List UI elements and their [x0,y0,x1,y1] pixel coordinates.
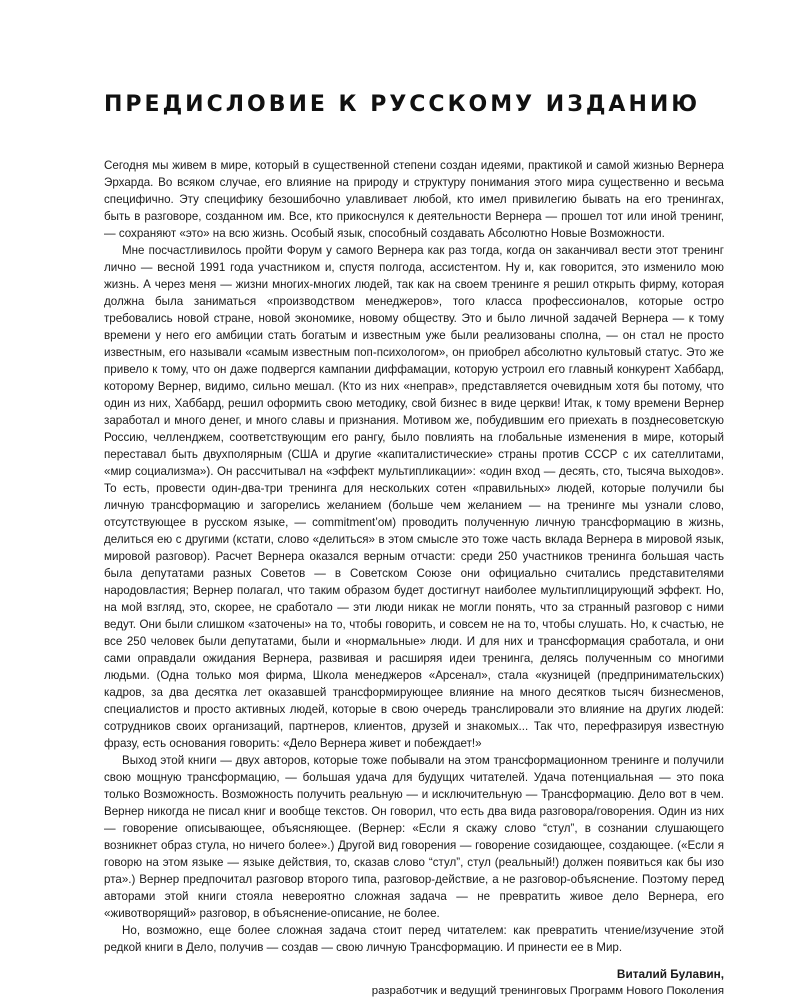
signature-name: Виталий Булавин, [616,967,724,981]
paragraph-3: Выход этой книги — двух авторов, которые тоже побывали на этом трансформационном тренинге и получили свою мощную трансформацию, — большая удача для будущих читателей. Удача потенциальная — это пока только Возможность. Возможность получить реальную — и исключительную — Трансформацию. Дело вот в чем. Вернер никогда не писал книг и вообще текстов. Он говорил, что есть два вида разговора/говорения. Один из них — говорение описывающее, объясняющее. (Вернер: «Если я скажу слово “стул”, в сознании слушающего возникнет образ стула, но ничего более».) Другой вид говорения — говорение созидающее, создающее. («Если я говорю на этом языке — языке действия, то, сказав слово “стул”, стул (реальный!) должен появиться как бы изо рта».) Вернер предпочитал разговор второго типа, разговор-действие, а не разговор-объяснение. Поэтому перед авторами этой книги стояла невероятно сложная задача — не превратить живое дело Вернера, его «животворящий» разговор, в объяснение-описание, не более. [104,754,724,920]
paragraph-1: Сегодня мы живем в мире, который в существенной степени создан идеями, практикой и самой жизнью Вернера Эрхарда. Во всяком случае, его влияние на природу и структуру понимания этого мира существенно и весьма специфично. Эту специфику безошибочно улавливает любой, кто имел привилегию бывать на его тренингах, быть в разговоре, созданном им. Все, кто прикоснулся к деятельности Вернера — прошел тот или иной тренинг, — сохраняют «это» на всю жизнь. Особый язык, способный создавать Абсолютно Новые Возможности. [104,159,724,240]
paragraph-2: Мне посчастливилось пройти Форум у самого Вернера как раз тогда, когда он заканчивал вести этот тренинг лично — весной 1991 года участником и, спустя полгода, ассистентом. Ну и, как говорится, это изменило мою жизнь. А через меня — жизни многих-многих людей, так как на своем тренинге я решил открыть фирму, которая должна была заниматься «производством менеджеров», того класса профессионалов, которые остро требовались новой стране, новой экономике, новому обществу. Это и было личной задачей Вернера — к тому времени у него его амбиции стать богатым и известным уже были реализованы сполна, — он стал не просто известным, его называли «самым известным поп-психологом», он приобрел абсолютно культовый статус. Это же привело к тому, что он даже подвергся кампании диффамации, которую устроил его главный конкурент Хаббард, которому Вернер, видимо, сильно мешал. (Кто из них «неправ», представляется очевидным хотя бы потому, что один из них, Хаббард, решил оформить свою методику, свой бизнес в виде церкви! Итак, к тому времени Вернер заработал и много денег, и много славы и признания. Мотивом же, побудившим его приехать в позднесоветскую Россию, челленджем, соответствующим его рангу, было повлиять на глобальные изменения в мире, который переставал быть двухполярным (США и другие «капиталистические» страны против СССР с их сателлитами, «мир социализма»). Он рассчитывал на «эффект мультипликации»: «один вход — десять, сто, тысяча выходов». То есть, провести один-два-три тренинга для нескольких сотен «правильных» людей, которые получили бы личную трансформацию и загорелись желанием (больше чем желанием — на тренинге мы узнали слово, отсутствующее в русском языке, — commitment’ом) проводить полученную личную трансформацию в жизнь, делиться ею с другими (кстати, слово «делиться» в этом смысле это тоже часть вклада Вернера в мировой язык, мировой разговор). Расчет Вернера оказался верным отчасти: среди 250 участников тренинга большая часть была депутатами разных Советов — в Советском Союзе они официально считались представителями народовластия; Вернер полагал, что таким образом будет достигнут наиболее мультиплицирующий эффект. Но, на мой взгляд, это, скорее, не сработало — эти люди никак не могли понять, что за странный разговор с ними ведут. Они были слишком «заточены» на то, чтобы говорить, и совсем не на то, чтобы слушать. Но, к счастью, не все 250 человек были депутатами, были и «нормальные» люди. И для них и трансформация сработала, и они сами оправдали ожидания Вернера, развивая и расширяя идеи тренинга, делясь полученным со многими людьми. (Одна только моя фирма, Школа менеджеров «Арсенал», стала «кузницей (предпринимательских) кадров, за два десятка лет оказавшей трансформирующее влияние на много десятков тысяч бизнесменов, специалистов и просто активных людей, которые в свою очередь транслировали это влияние на других людей: сотрудников своих организаций, партнеров, клиентов, друзей и знакомых... Так что, перефразируя известную фразу, есть основания говорить: «Дело Вернера живет и побеждает!» [104,244,724,750]
signature-role: разработчик и ведущий тренинговых Программ Нового Поколения [371,985,724,997]
page-title: ПРЕДИСЛОВИЕ К РУССКОМУ ИЗДАНИЮ [104,92,701,117]
signature-block [104,966,724,999]
paragraph-4: Но, возможно, еще более сложная задача стоит перед читателем: как превратить чтение/изучение этой редкой книги в Дело, получив — создав — свою личную Трансформацию. И принести ее в Мир. [104,924,724,954]
preface-body [104,157,724,956]
page-content [104,92,724,999]
